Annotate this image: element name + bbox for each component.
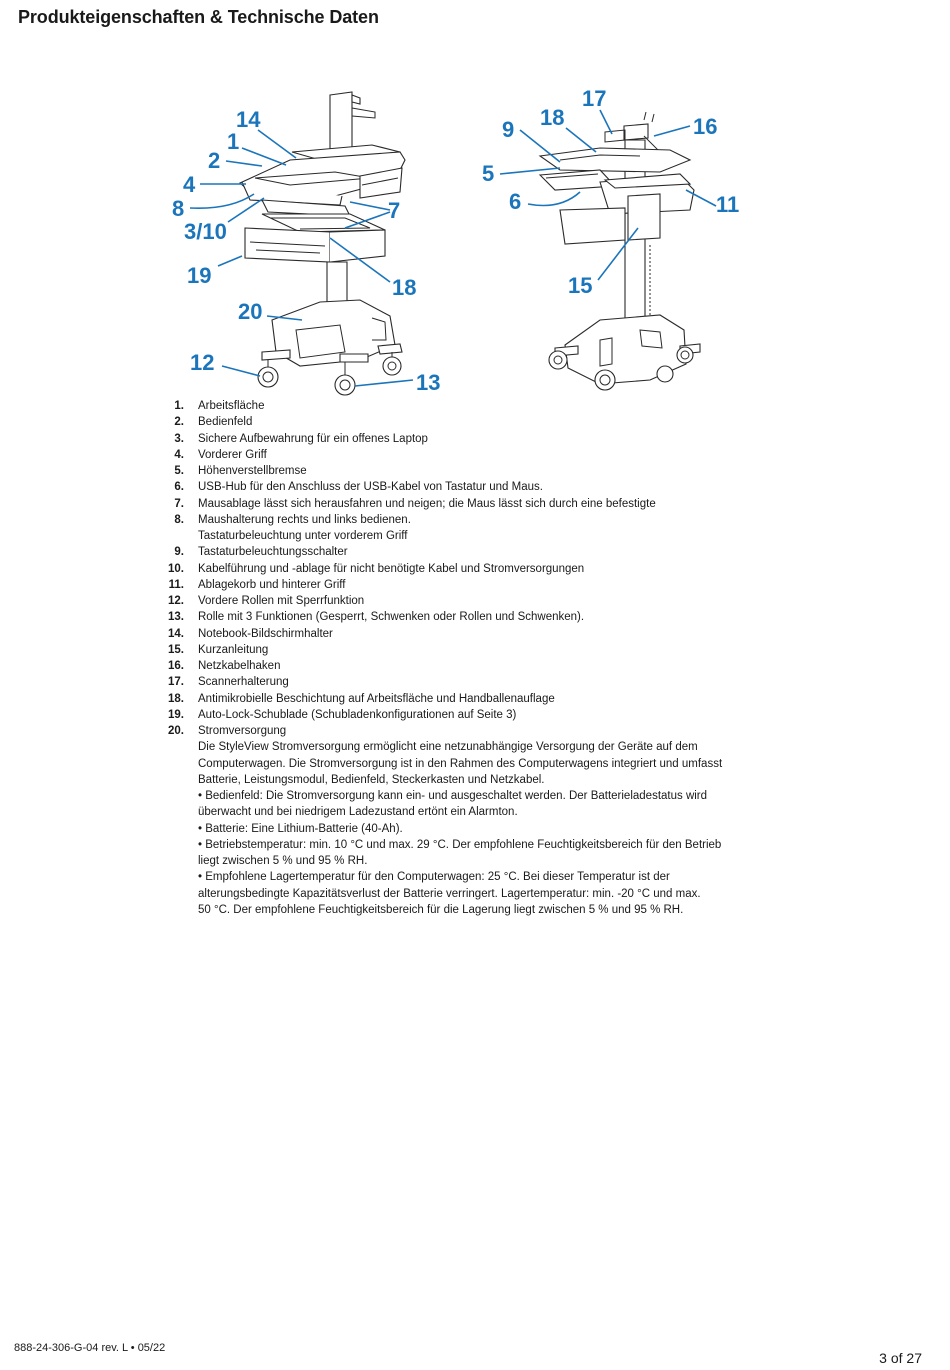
power-line: überwacht und bei niedrigem Ladezustand ertönt ein Alarmton.: [198, 806, 518, 819]
list-item: 19. Auto-Lock-Schublade (Schubladenkonfigurationen auf Seite 3): [168, 708, 517, 721]
list-item: 9. Tastaturbeleuchtungsschalter: [174, 546, 348, 559]
list-item: 12. Vordere Rollen mit Sperrfunktion: [168, 595, 365, 607]
list-item: 11. Ablagekorb und hinterer Griff: [168, 578, 346, 591]
document-id: 888-24-306-G-04 rev. L • 05/22: [14, 1342, 166, 1354]
list-item: 2. Bedienfeld: [174, 416, 253, 429]
power-line: • Batterie: Eine Lithium-Batterie (40-Ah).: [198, 822, 403, 835]
list-item: 5. Höhenverstellbremse: [174, 465, 307, 477]
left-cart-drawing: [240, 92, 405, 395]
callout-17: 17: [582, 86, 607, 111]
page-title: Produkteigenschaften & Technische Daten: [18, 7, 379, 27]
callout-9: 9: [502, 117, 515, 142]
power-line: 50 °C. Der empfohlene Feuchtigkeitsbereich für die Lagerung liegt zwischen 5 % und 95 % RH.: [198, 903, 684, 916]
power-line: • Bedienfeld: Die Stromversorgung kann ein- und ausgeschaltet werden. Der Batterieladestatus wird: [198, 790, 708, 802]
callout-4: 4: [183, 172, 196, 197]
callout-7: 7: [388, 198, 401, 223]
list-item: 14. Notebook-Bildschirmhalter: [168, 627, 333, 640]
callout-8: 8: [172, 196, 185, 221]
list-item: 16. Netzkabelhaken: [168, 660, 281, 672]
callout-13: 13: [416, 370, 441, 395]
callout-2: 2: [208, 148, 221, 173]
list-item: 20. Stromversorgung: [168, 725, 287, 737]
power-line: liegt zwischen 5 % und 95 % RH.: [198, 855, 368, 867]
callout-18-left: 18: [392, 275, 417, 300]
callout-18-right: 18: [540, 105, 565, 130]
power-line: Computerwagen. Die Stromversorgung ist in den Rahmen des Computerwagens integriert und umfasst: [198, 757, 723, 770]
cart-illustration: [0, 0, 950, 400]
power-line: • Empfohlene Lagertemperatur für den Computerwagen: 25 °C. Bei dieser Temperatur ist der: [198, 871, 670, 884]
page-number: 3 of 27: [879, 1350, 922, 1366]
feature-list: [166, 398, 766, 918]
callout-15: 15: [568, 273, 593, 298]
power-line: Die StyleView Stromversorgung ermöglicht eine netzunabhängige Versorgung der Geräte auf dem: [198, 741, 698, 754]
list-item: 17. Scannerhalterung: [168, 676, 289, 689]
list-item: 10. Kabelführung und -ablage für nicht benötigte Kabel und Stromversorgungen: [168, 562, 585, 575]
callout-3-10: 3/10: [184, 219, 227, 244]
callout-16: 16: [693, 114, 718, 139]
callout-1: 1: [227, 129, 240, 154]
list-item: Tastaturbeleuchtung unter vorderem Griff: [198, 530, 408, 542]
callout-5: 5: [482, 161, 495, 186]
list-item: 3. Sichere Aufbewahrung für ein offenes Laptop: [174, 432, 428, 445]
power-line: • Betriebstemperatur: min. 10 °C und max. 29 °C. Der empfohlene Feuchtigkeitsbereich für den Betrieb: [198, 838, 722, 851]
list-item: 7. Mausablage lässt sich herausfahren und neigen; die Maus lässt sich durch eine befestigte: [174, 497, 656, 510]
list-item: 6. USB-Hub für den Anschluss der USB-Kabel von Tastatur und Maus.: [174, 481, 543, 494]
callout-6: 6: [509, 189, 522, 214]
callout-20: 20: [238, 299, 263, 324]
power-details: [198, 739, 766, 918]
callout-12: 12: [190, 350, 215, 375]
list-item: 13. Rolle mit 3 Funktionen (Gesperrt, Schwenken oder Rollen und Schwenken).: [168, 611, 585, 624]
power-line: Batterie, Leistungsmodul, Bedienfeld, Steckerkasten und Netzkabel.: [198, 773, 545, 786]
callout-11: 11: [716, 192, 740, 217]
callout-19: 19: [187, 263, 212, 288]
list-item: 4. Vorderer Griff: [174, 448, 267, 461]
callout-14: 14: [236, 107, 261, 132]
list-item: 15. Kurzanleitung: [168, 643, 269, 656]
list-item: 8. Maushalterung rechts und links bedienen.: [174, 513, 411, 526]
list-item: 18. Antimikrobielle Beschichtung auf Arbeitsfläche und Handballenauflage: [168, 692, 555, 705]
list-item: 1. Arbeitsfläche: [174, 400, 265, 412]
power-line: alterungsbedingte Kapazitätsverlust der Batterie verringert. Lagertemperatur: min. -20 °C und max.: [198, 887, 701, 900]
